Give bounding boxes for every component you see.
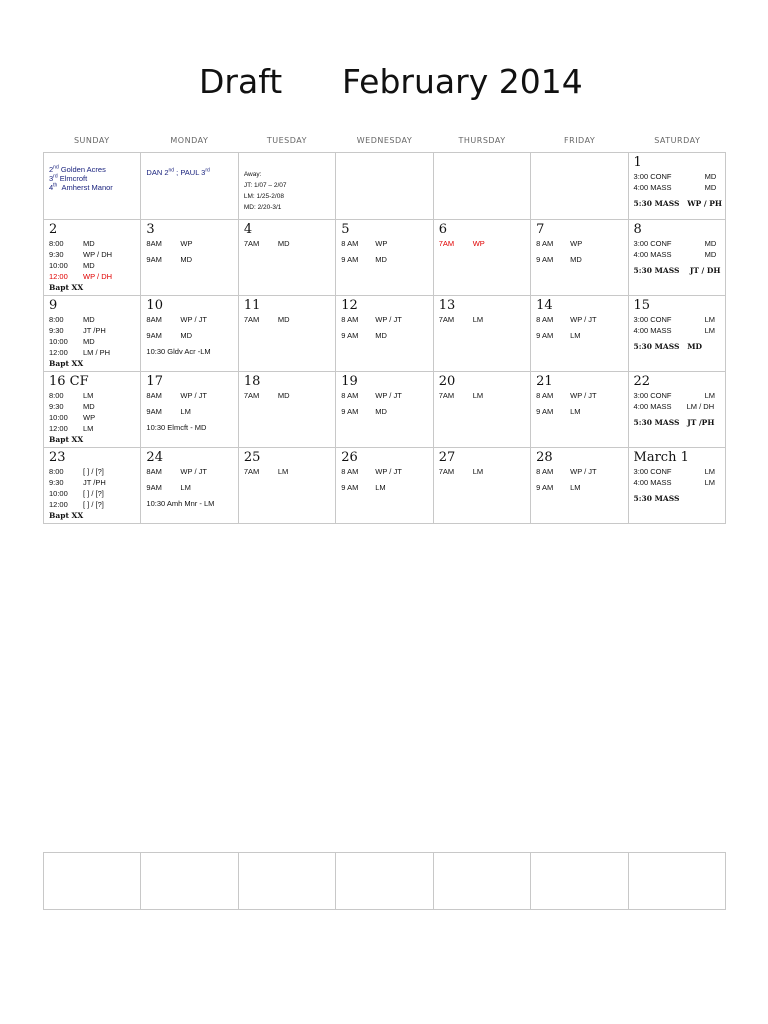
day-number: 6 (438, 222, 447, 237)
schedule-line: 8AM WP / JT (146, 315, 207, 324)
day-number: 17 (146, 374, 163, 389)
schedule-line: 5:30 MASS MD (633, 342, 703, 351)
schedule-line: 8 AM WP / JT (341, 315, 402, 324)
day-number: 18 (243, 374, 261, 389)
schedule-line: 4:00 MASS MD (633, 250, 717, 259)
day-cell (336, 296, 433, 372)
day-cell (433, 153, 530, 220)
weekday-tuesday: TUESDAY (266, 136, 308, 145)
calendar-grid (43, 152, 726, 524)
weekday-saturday: SATURDAY (654, 136, 701, 145)
schedule-line: 9 AM LM (341, 483, 386, 492)
day-number: 11 (243, 298, 261, 313)
day-cell (141, 296, 238, 372)
day-cell (141, 220, 238, 296)
schedule-line: 12:00 [ ] / [?] (49, 500, 104, 509)
day-cell (238, 153, 335, 220)
day-cell (141, 448, 238, 524)
day-cell (628, 296, 725, 372)
day-number: 19 (341, 374, 358, 389)
month-title: February 2014 (342, 62, 583, 101)
day-number: 23 (49, 450, 66, 465)
day-number: 22 (633, 374, 651, 389)
schedule-line: 8:00 MD (49, 239, 95, 248)
schedule-line: 7AM LM (438, 315, 484, 324)
schedule-line: 9 AM LM (536, 407, 581, 416)
draft-label: Draft (199, 62, 283, 101)
schedule-line: 3:00 CONF MD (633, 172, 717, 181)
day-cell (44, 220, 141, 296)
schedule-line: 4:00 MASS LM (633, 326, 716, 335)
weekday-thursday: THURSDAY (458, 136, 506, 145)
day-cell (336, 448, 433, 524)
nursing-home-mass-line: 10:30 Gldv Acr -LM (146, 347, 211, 356)
schedule-line: 5:30 MASS JT / DH (633, 266, 721, 275)
schedule-line: 4:00 MASS LM (633, 478, 716, 487)
day-cell (336, 220, 433, 296)
schedule-line: 4:00 MASS MD (633, 183, 717, 192)
schedule-line: 12:00 LM (49, 424, 94, 433)
weekday-monday: MONDAY (170, 136, 209, 145)
notes-row (44, 853, 726, 910)
schedule-line: 8 AM WP / JT (536, 315, 597, 324)
notes-grid (43, 852, 726, 910)
calendar-week (44, 220, 726, 296)
schedule-line: 12:00 WP / DH (49, 272, 113, 281)
day-cell (336, 372, 433, 448)
schedule-line: 8:00 MD (49, 315, 95, 324)
day-cell (44, 296, 141, 372)
notes-cell (336, 853, 433, 910)
schedule-line: 9:30 MD (49, 402, 95, 411)
schedule-line: 9AM MD (146, 255, 193, 264)
day-number: 15 (633, 298, 651, 313)
schedule-line: 12:00 LM / PH (49, 348, 111, 357)
day-cell (44, 448, 141, 524)
day-number: 13 (438, 298, 456, 313)
day-cell (336, 153, 433, 220)
nursing-home-line: 2nd Golden Acres (49, 164, 106, 174)
schedule-line: 9:30 JT /PH (49, 326, 106, 335)
schedule-line: 3:00 CONF LM (633, 467, 716, 476)
schedule-line: 5:30 MASS JT /PH (633, 418, 715, 427)
day-number: 7 (536, 222, 545, 237)
away-line: MD: 2/20-3/1 (243, 204, 282, 211)
day-number: 3 (146, 222, 155, 237)
schedule-line: 8:00 [ ] / [?] (49, 467, 104, 476)
schedule-line: 9 AM MD (341, 331, 387, 340)
day-cell (531, 448, 628, 524)
schedule-line: 9:30 WP / DH (49, 250, 113, 259)
schedule-line: 9AM MD (146, 331, 193, 340)
day-number: 26 (341, 450, 358, 465)
calendar-week (44, 372, 726, 448)
day-cell (531, 296, 628, 372)
schedule-line: 3:00 CONF MD (633, 239, 717, 248)
day-number: 9 (49, 298, 58, 313)
nursing-home-mass-line: 10:30 Amh Mnr - LM (146, 499, 215, 508)
schedule-line: 9 AM MD (341, 255, 387, 264)
calendar-week (44, 153, 726, 220)
day-cell (628, 448, 725, 524)
schedule-line: 7AM LM (243, 467, 289, 476)
schedule-line: 8 AM WP / JT (536, 467, 597, 476)
day-cell (628, 220, 725, 296)
notes-cell (531, 853, 628, 910)
schedule-line: 8AM WP (146, 239, 193, 248)
day-number: 16 CF (49, 374, 89, 389)
schedule-line: 4:00 MASS LM / DH (633, 402, 715, 411)
day-cell (44, 153, 141, 220)
schedule-line: 8 AM WP / JT (536, 391, 597, 400)
notes-cell (44, 853, 141, 910)
calendar-week (44, 296, 726, 372)
schedule-line: 7AM LM (438, 467, 484, 476)
day-cell (44, 372, 141, 448)
day-cell (238, 220, 335, 296)
schedule-line: 7AM LM (438, 391, 484, 400)
baptism-line: Bapt XX (49, 283, 84, 292)
schedule-line: 8AM WP / JT (146, 391, 207, 400)
day-cell (433, 448, 530, 524)
day-number: 5 (341, 222, 350, 237)
day-cell (531, 372, 628, 448)
calendar-week (44, 448, 726, 524)
baptism-line: Bapt XX (49, 511, 84, 520)
away-heading: Away: (243, 171, 262, 178)
schedule-line: 9 AM LM (536, 483, 581, 492)
away-line: JT: 1/07 – 2/07 (243, 182, 287, 189)
weekday-sunday: SUNDAY (73, 136, 110, 145)
day-number: 25 (243, 450, 261, 465)
schedule-line: 5:30 MASS (633, 494, 680, 503)
day-cell (141, 372, 238, 448)
schedule-line: 10:00 MD (49, 261, 95, 270)
schedule-line: 9 AM MD (536, 255, 582, 264)
weekday-wednesday: WEDNESDAY (356, 136, 413, 145)
schedule-line: 9 AM MD (341, 407, 387, 416)
schedule-line: 8:00 LM (49, 391, 94, 400)
schedule-line: 10:00 [ ] / [?] (49, 489, 104, 498)
day-number: 2 (49, 222, 58, 237)
assignment-line: DAN 2nd ; PAUL 3rd (146, 167, 210, 177)
schedule-line: 8AM WP / JT (146, 467, 207, 476)
schedule-line: 7AM MD (243, 391, 290, 400)
notes-cell (433, 853, 530, 910)
schedule-line: 9 AM LM (536, 331, 581, 340)
day-cell (238, 372, 335, 448)
day-cell (238, 296, 335, 372)
schedule-line: 7AM MD (243, 315, 290, 324)
nursing-home-mass-line: 10:30 Elmcft - MD (146, 423, 207, 432)
day-number: 4 (243, 222, 253, 237)
weekday-header (43, 136, 726, 150)
schedule-line: 8 AM WP (536, 239, 583, 248)
day-number: 8 (633, 222, 642, 237)
schedule-line: 9AM LM (146, 483, 191, 492)
schedule-line: 8 AM WP (341, 239, 388, 248)
day-cell (433, 220, 530, 296)
day-cell (531, 153, 628, 220)
baptism-line: Bapt XX (49, 359, 84, 368)
away-line: LM: 1/25-2/08 (243, 193, 284, 200)
notes-cell (238, 853, 335, 910)
schedule-line: 9AM LM (146, 407, 191, 416)
day-number: 14 (536, 298, 553, 313)
schedule-line: 10:00 MD (49, 337, 95, 346)
day-cell (628, 153, 725, 220)
schedule-line: 5:30 MASS WP / PH (633, 199, 722, 208)
schedule-line: 8 AM WP / JT (341, 391, 402, 400)
schedule-line: 3:00 CONF LM (633, 391, 716, 400)
schedule-line: 8 AM WP / JT (341, 467, 402, 476)
schedule-line: 3:00 CONF LM (633, 315, 716, 324)
day-number: 12 (341, 298, 358, 313)
schedule-line: 10:00 WP (49, 413, 96, 422)
weekday-friday: FRIDAY (564, 136, 596, 145)
schedule-line: 7AM MD (243, 239, 290, 248)
day-cell (238, 448, 335, 524)
day-cell (433, 296, 530, 372)
day-number: 28 (536, 450, 553, 465)
notes-cell (141, 853, 238, 910)
day-cell (531, 220, 628, 296)
day-cell (141, 153, 238, 220)
day-number: March 1 (633, 450, 689, 465)
nursing-home-line: 3rd Elmcroft (49, 173, 88, 183)
day-number: 20 (438, 374, 456, 389)
document-title (0, 62, 768, 106)
nursing-home-line: 4th Amherst Manor (49, 182, 113, 192)
schedule-line: 9:30 JT /PH (49, 478, 106, 487)
day-cell (433, 372, 530, 448)
day-number: 10 (146, 298, 163, 313)
day-number: 27 (438, 450, 456, 465)
schedule-line: 7AM WP (438, 239, 485, 248)
day-number: 24 (146, 450, 163, 465)
day-number: 21 (536, 374, 553, 389)
baptism-line: Bapt XX (49, 435, 84, 444)
day-cell (628, 372, 725, 448)
day-number: 1 (633, 155, 642, 170)
notes-cell (628, 853, 725, 910)
